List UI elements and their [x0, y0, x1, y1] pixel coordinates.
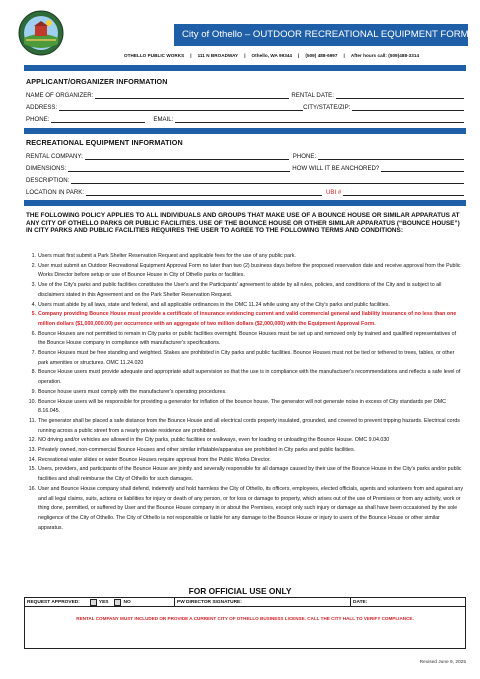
anchored-field[interactable] [381, 165, 464, 172]
contact-separator: | [343, 53, 345, 58]
email-field[interactable] [175, 116, 464, 123]
term-number: 6. [31, 330, 36, 337]
revision-date: Revised June 9, 2025 [419, 660, 466, 665]
form-title: City of Othello – OUTDOOR RECREATIONAL EQUIPMENT FORM [182, 29, 469, 40]
term-number: 4. [31, 301, 36, 308]
rental-company-field[interactable] [85, 153, 289, 160]
terms-list [26, 252, 464, 533]
term-text: Privately owned, non-commercial Bounce Houses and other similar inflatable/apparatus are prohibited in City parks and public facilities. [38, 447, 356, 454]
term-text: Bounce House users must provide adequate and appropriate adult supervision so that the use is in compliance with the manufacturer's recommendations and reflects a safe level of operation. [38, 369, 461, 386]
section-divider [24, 200, 466, 206]
term-number: 13. [28, 447, 36, 454]
official-use-box [24, 597, 466, 649]
term-number: 7. [31, 350, 36, 357]
request-approved-cell [25, 598, 175, 606]
company-row [26, 153, 464, 160]
location-label: LOCATION IN PARK: [26, 189, 85, 196]
business-license-note: RENTAL COMPANY MUST INCLUDED OR PROVIDE A CURRENT CITY OF OTHELLO BUSINESS LICENSE. CALL THE CITY HALL TO VERIFY COMPLIANCE. [76, 616, 414, 621]
contact-separator: | [298, 53, 300, 58]
contact-street: 111 N BROADWAY [197, 53, 239, 58]
term-number: 15. [28, 466, 36, 473]
term-item [28, 465, 464, 484]
rental-date-field[interactable] [336, 92, 464, 99]
term-text: The generator shall be placed a safe distance from the Bounce House and all electrical cords properly insulated, grounded, and covered to prevent tripping hazards. Electrical cords running across a public street from a nearly private residence are prohibited. [38, 417, 460, 434]
term-item [29, 417, 464, 436]
email-label: EMAIL: [153, 116, 174, 123]
term-number: 16. [28, 485, 36, 492]
city-state-zip-label: CITY/STATE/ZIP: [303, 104, 351, 111]
term-number: 14. [28, 456, 36, 463]
section-divider [24, 128, 466, 134]
term-number: 8. [31, 369, 36, 376]
official-use-header-row [25, 598, 465, 607]
term-item [31, 281, 464, 300]
rental-company-label: RENTAL COMPANY: [26, 153, 83, 160]
term-number: 5. [31, 311, 36, 318]
rental-date-label: RENTAL DATE: [291, 92, 334, 99]
address-row [26, 104, 464, 111]
term-number: 9. [31, 388, 36, 395]
term-item [28, 446, 464, 456]
term-number: 12. [28, 437, 36, 444]
term-number: 11. [29, 417, 36, 424]
description-label: DESCRIPTION: [26, 177, 70, 184]
ubi-field[interactable] [343, 189, 464, 196]
term-item [28, 485, 464, 534]
term-text: Bounce house users must comply with the manufacturer's operating procedures. [38, 388, 227, 395]
contact-phone: (509) 488-6997 [305, 53, 338, 58]
address-field[interactable] [59, 104, 303, 111]
contact-department: OTHELLO PUBLIC WORKS [124, 53, 185, 58]
term-text: Bounce Houses are not permitted to remain in City parks or public facilities overnight. Bounce Houses must be set up and removed only by trained and qualified representatives of the Bounce House company in compliance with manufacturer's specifications. [38, 330, 457, 347]
city-seal-logo [18, 10, 64, 56]
term-item [31, 349, 464, 368]
contact-after-hours: After hours call: (509)488-3314 [350, 53, 420, 58]
dimensions-row [26, 165, 464, 172]
applicant-section-title: APPLICANT/ORGANIZER INFORMATION [26, 77, 168, 86]
term-text: User must submit an Outdoor Recreational Equipment Approval Form no later than two (2) business days before the proposed reservation date and receive approval from the Public Works Director before setup or use of Bounce House in City of Othello parks or facilities. [38, 262, 461, 279]
contact-city: Othello, WA 99344 [251, 53, 293, 58]
term-text: Company providing Bounce House must provide a certificate of insurance evidencing current and valid commercial general and liability insurance of no less than one million dollars ($1,000,000.00) per occurrence with an aggregate of two million dollars ($2,000,000) with the Equipment Approval Form. [38, 311, 457, 327]
address-label: ADDRESS: [26, 104, 58, 111]
signature-label: PW DIRECTOR SIGNATURE: [177, 599, 242, 605]
company-phone-field[interactable] [318, 153, 464, 160]
anchored-label: HOW WILL IT BE ANCHORED? [292, 165, 380, 172]
location-row [26, 189, 464, 196]
term-text: Users must first submit a Park Shelter Reservation Request and applicable fees for the use of any public park. [38, 253, 296, 259]
term-item [31, 330, 464, 349]
location-field[interactable] [86, 189, 322, 196]
organizer-name-field[interactable] [95, 92, 289, 99]
contact-info-line [124, 53, 470, 58]
phone-label: PHONE: [26, 116, 50, 123]
ubi-label: UBI # [326, 189, 342, 196]
term-text: Users, providers, and participants of the Bounce House are jointly and severally responsible for all damage caused by their use of the Bounce House in the City's parks and/or public facilities and shall reimburse the City of Othello for such damages. [38, 466, 462, 483]
contact-separator: | [190, 53, 192, 58]
dimensions-label: DIMENSIONS: [26, 165, 67, 172]
yes-label: YES [98, 599, 109, 605]
organizer-row [26, 92, 464, 99]
term-item [31, 262, 464, 281]
date-label: DATE: [353, 599, 368, 605]
term-text: Use of the City's parks and public facilities constitutes the User's and the Participants' agreement to abide by all rules, policies, and conditions of the City and is subject to all disclaimers stated in this Agreement and on the Park Shelter Reservation Request. [38, 282, 442, 298]
city-state-zip-field[interactable] [352, 104, 464, 111]
term-item [28, 456, 464, 466]
organizer-name-label: NAME OF ORGANIZER: [26, 92, 94, 99]
signature-cell[interactable] [175, 598, 351, 606]
description-field[interactable] [71, 177, 464, 184]
term-text: User and Bounce House company shall defend, indemnify and hold harmless the City of Othello, its officers, employees, elected officials, agents and volunteers from and against any and all legal claims, suits, actions or liabilities for injury or death of any person, or for loss or damage to property, which arises out of the use of Premises or from any activity, work or thing done, permitted, or suffered by User and the Bounce House company in or about the Premises, except only such injury or damage as shall have been occasioned by the sole negligence of the City of Othello. The City of Othello is not responsible or liable for any damage to the Bounce House or injury to users of the Bounce House or other similar apparatus. [38, 485, 463, 531]
term-item [31, 388, 464, 398]
company-phone-label: PHONE: [292, 153, 317, 160]
term-number: 2. [31, 262, 36, 269]
term-item [31, 310, 464, 329]
term-number: 3. [31, 282, 36, 289]
term-number: 1. [31, 253, 36, 259]
policy-statement: THE FOLLOWING POLICY APPLIES TO ALL INDIVIDUALS AND GROUPS THAT MAKE USE OF A BOUNCE HOUSE OR SIMILAR APPARATUS AT ANY CITY OF OTHELLO PARKS OR PUBLIC FACILITIES. USE OF THE BOUNCE HOUSE OR OTHER SIMILAR APPARATUS (“BOUNCE HOUSE”) IN CITY PARKS AND PUBLIC FACILITIES REQUIRES THE USER TO AGREE TO THE FOLLOWING TERMS AND CONDITIONS: [26, 212, 460, 235]
term-text: NO driving and/or vehicles are allowed in the City parks, public facilities or walkways, even for loading or unloading the Bounce House. OMC 9.04.030 [38, 437, 390, 444]
request-approved-label: REQUEST APPROVED: [27, 599, 80, 605]
phone-email-row [26, 116, 464, 123]
term-text: Users must abide by all laws, state and federal, and all applicable ordinances in the OMC 11.24 while using any of the City's parks and public facilities. [38, 301, 390, 308]
contact-separator: | [244, 53, 246, 58]
form-title-banner [174, 24, 468, 46]
term-number: 10. [28, 398, 36, 405]
term-item [28, 436, 464, 446]
term-text: Bounce Houses must be free standing and weighted. Stakes are prohibited in City parks and public facilities. Bounce Houses must not be tied or tethered to trees, tables, or other park amenities or structures. OMC 11.24.020 [38, 350, 455, 366]
phone-field[interactable] [51, 116, 145, 123]
description-row [26, 177, 464, 184]
term-item [28, 398, 464, 417]
yes-checkbox[interactable] [90, 599, 97, 606]
term-text: Bounce House users will be responsible for providing a generator for inflation of the bounce house. The generator will not generate noise in excess of City standards per OMC 8.16.045. [38, 398, 446, 415]
term-item [31, 301, 464, 311]
equipment-section-title: RECREATIONAL EQUIPMENT INFORMATION [26, 138, 183, 147]
no-checkbox[interactable] [114, 599, 121, 606]
date-cell[interactable] [351, 598, 465, 606]
term-text: Recreational water slides or water Bounce Houses require approval from the Public Works Director. [38, 456, 271, 463]
term-item [31, 368, 464, 387]
dimensions-field[interactable] [68, 165, 290, 172]
no-label: NO [123, 599, 131, 605]
term-item [31, 252, 464, 262]
official-use-title: FOR OFFICIAL USE ONLY [188, 586, 292, 596]
section-divider [24, 65, 466, 71]
